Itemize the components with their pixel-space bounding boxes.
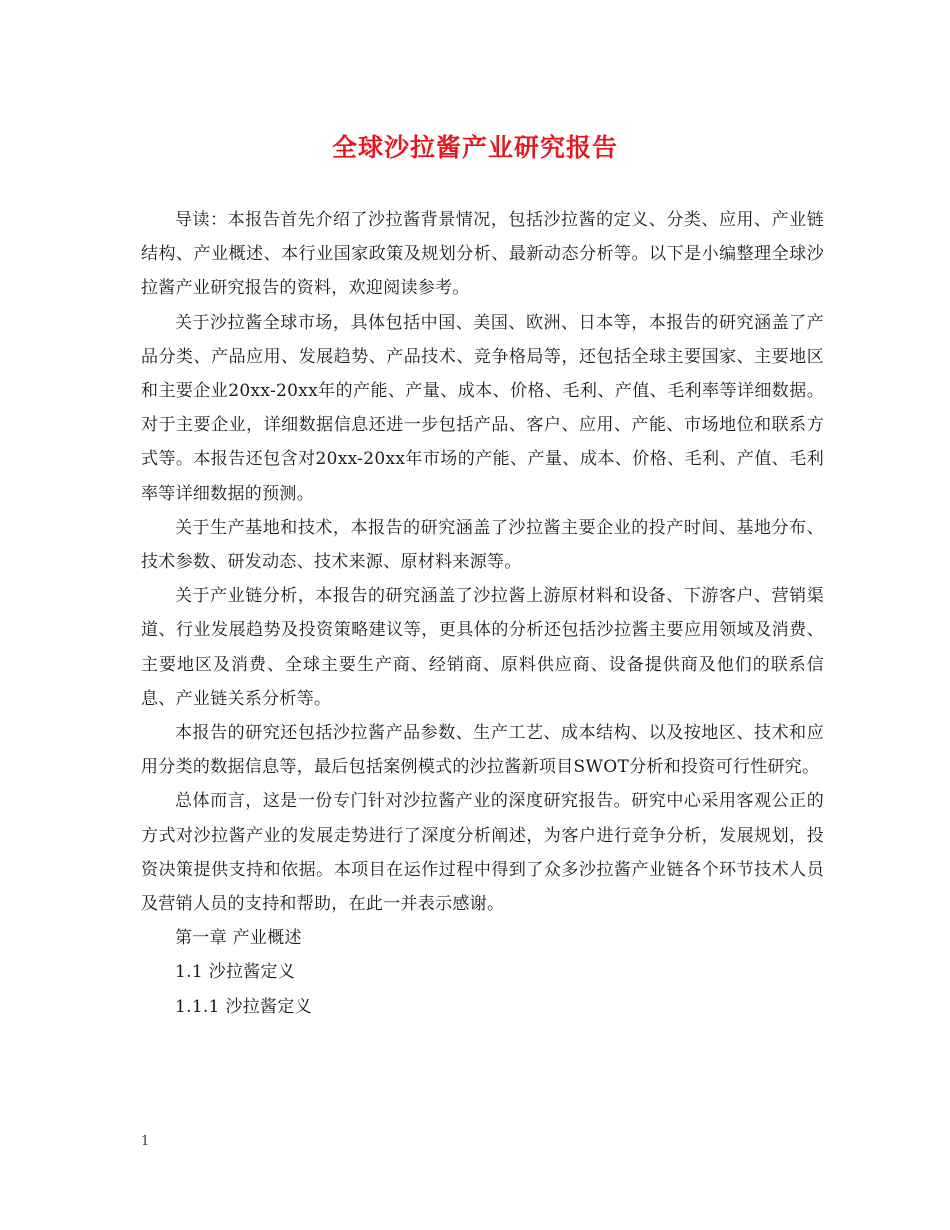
heading-section-1-1: 1.1 沙拉酱定义 [175,962,296,983]
paragraph-summary: 总体而言，这是一份专门针对沙拉酱产业的深度研究报告。研究中心采用客观公正的方式对沙拉酱产业的发展走势进行了深度分析阐述，为客户进行竞争分析，发展规划，投资决策提供支持和依据。本项目在运作过程中得到了众多沙拉酱产业链各个环节技术人员及营销人员的支持和帮助，在此一并表示感谢。 [141,791,824,915]
paragraph-production-base: 关于生产基地和技术，本报告的研究涵盖了沙拉酱主要企业的投产时间、基地分布、技术参数、研发动态、技术来源、原材料来源等。 [141,517,824,573]
document-title: 全球沙拉酱产业研究报告 [331,133,618,162]
page-number: 1 [141,1134,150,1149]
heading-section-1-1-1: 1.1.1 沙拉酱定义 [175,996,312,1017]
paragraph-global-market: 关于沙拉酱全球市场，具体包括中国、美国、欧洲、日本等，本报告的研究涵盖了产品分类、产品应用、发展趋势、产品技术、竞争格局等，还包括全球主要国家、主要地区和主要企业20xx-20xx年的产能、产量、成本、价格、毛利、产值、毛利率等详细数据。对于主要企业，详细数据信息还进一步包括产品、客户、应用、产能、市场地位和联系方式等。本报告还包含对20xx-20xx年市场的产能、产量、成本、价格、毛利、产值、毛利率等详细数据的预测。 [141,312,824,504]
paragraph-industry-chain: 关于产业链分析，本报告的研究涵盖了沙拉酱上游原材料和设备、下游客户、营销渠道、行业发展趋势及投资策略建议等，更具体的分析还包括沙拉酱主要应用领域及消费、主要地区及消费、全球主要生产商、经销商、原料供应商、设备提供商及他们的联系信息、产业链关系分析等。 [141,586,824,709]
paragraph-intro: 导读：本报告首先介绍了沙拉酱背景情况，包括沙拉酱的定义、分类、应用、产业链结构、产业概述、本行业国家政策及规划分析、最新动态分析等。以下是小编整理全球沙拉酱产业研究报告的资料，欢迎阅读参考。 [141,210,824,299]
heading-chapter-1: 第一章 产业概述 [175,928,302,949]
document-body [141,203,824,1024]
paragraph-product-parameters: 本报告的研究还包括沙拉酱产品参数、生产工艺、成本结构、以及按地区、技术和应用分类的数据信息等，最后包括案例模式的沙拉酱新项目SWOT分析和投资可行性研究。 [141,723,824,778]
